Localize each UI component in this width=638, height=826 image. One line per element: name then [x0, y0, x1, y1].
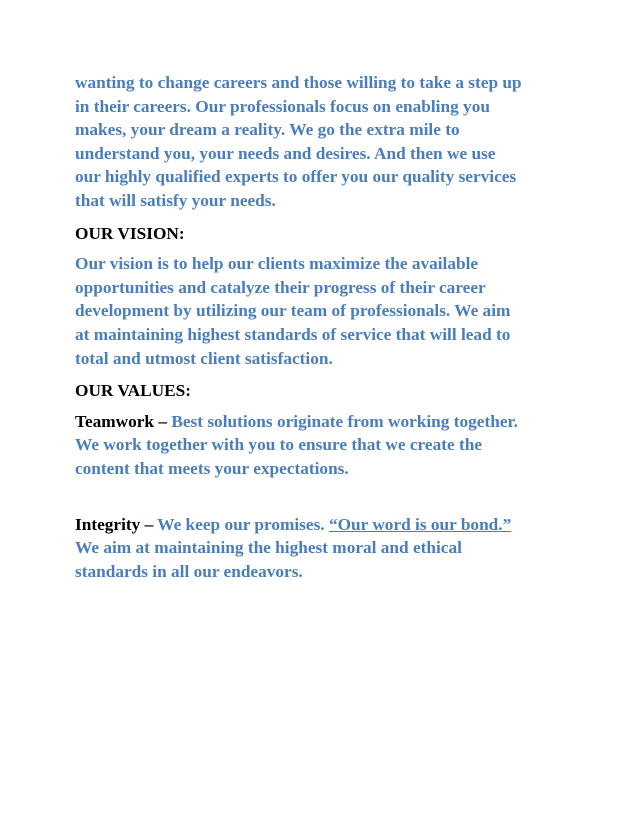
vision-paragraph	[75, 252, 575, 370]
integrity-paragraph	[75, 513, 575, 584]
vision-line: development by utilizing our team of professionals. We aim	[75, 301, 511, 321]
teamwork-term: Teamwork –	[75, 411, 168, 431]
vision-line: opportunities and catalyze their progress of their career	[75, 277, 486, 297]
values-heading: OUR VALUES:	[75, 381, 192, 401]
integrity-text: We keep our promises.	[153, 514, 329, 534]
intro-line: makes, your dream a reality. We go the extra mile to	[75, 120, 460, 140]
page-content	[75, 71, 575, 583]
integrity-first-line	[75, 513, 575, 537]
intro-line: wanting to change careers and those willing to take a step up	[75, 73, 522, 92]
teamwork-paragraph	[75, 410, 575, 481]
vision-line: total and utmost client satisfaction.	[75, 348, 333, 368]
teamwork-text: Best solutions originate from working together.	[167, 411, 518, 431]
teamwork-line: We work together with you to ensure that we create the	[75, 435, 482, 455]
intro-line: understand you, your needs and desires. And then we use	[75, 143, 496, 163]
intro-line: in their careers. Our professionals focus on enabling you	[75, 96, 490, 116]
teamwork-first-line	[75, 410, 575, 434]
teamwork-line: content that meets your expectations.	[75, 458, 349, 478]
integrity-quote-link[interactable]: “Our word is our bond.”	[328, 514, 512, 534]
intro-line: that will satisfy your needs.	[75, 190, 276, 210]
integrity-term: Integrity –	[75, 514, 154, 534]
integrity-line: standards in all our endeavors.	[75, 561, 303, 581]
vision-line: at maintaining highest standards of service that will lead to	[75, 324, 511, 344]
integrity-line: We aim at maintaining the highest moral and ethical	[75, 538, 462, 558]
vision-line: Our vision is to help our clients maximize the available	[75, 254, 479, 274]
intro-line: our highly qualified experts to offer you our quality services	[75, 167, 517, 187]
intro-paragraph	[75, 71, 575, 213]
vision-heading: OUR VISION:	[75, 223, 185, 243]
